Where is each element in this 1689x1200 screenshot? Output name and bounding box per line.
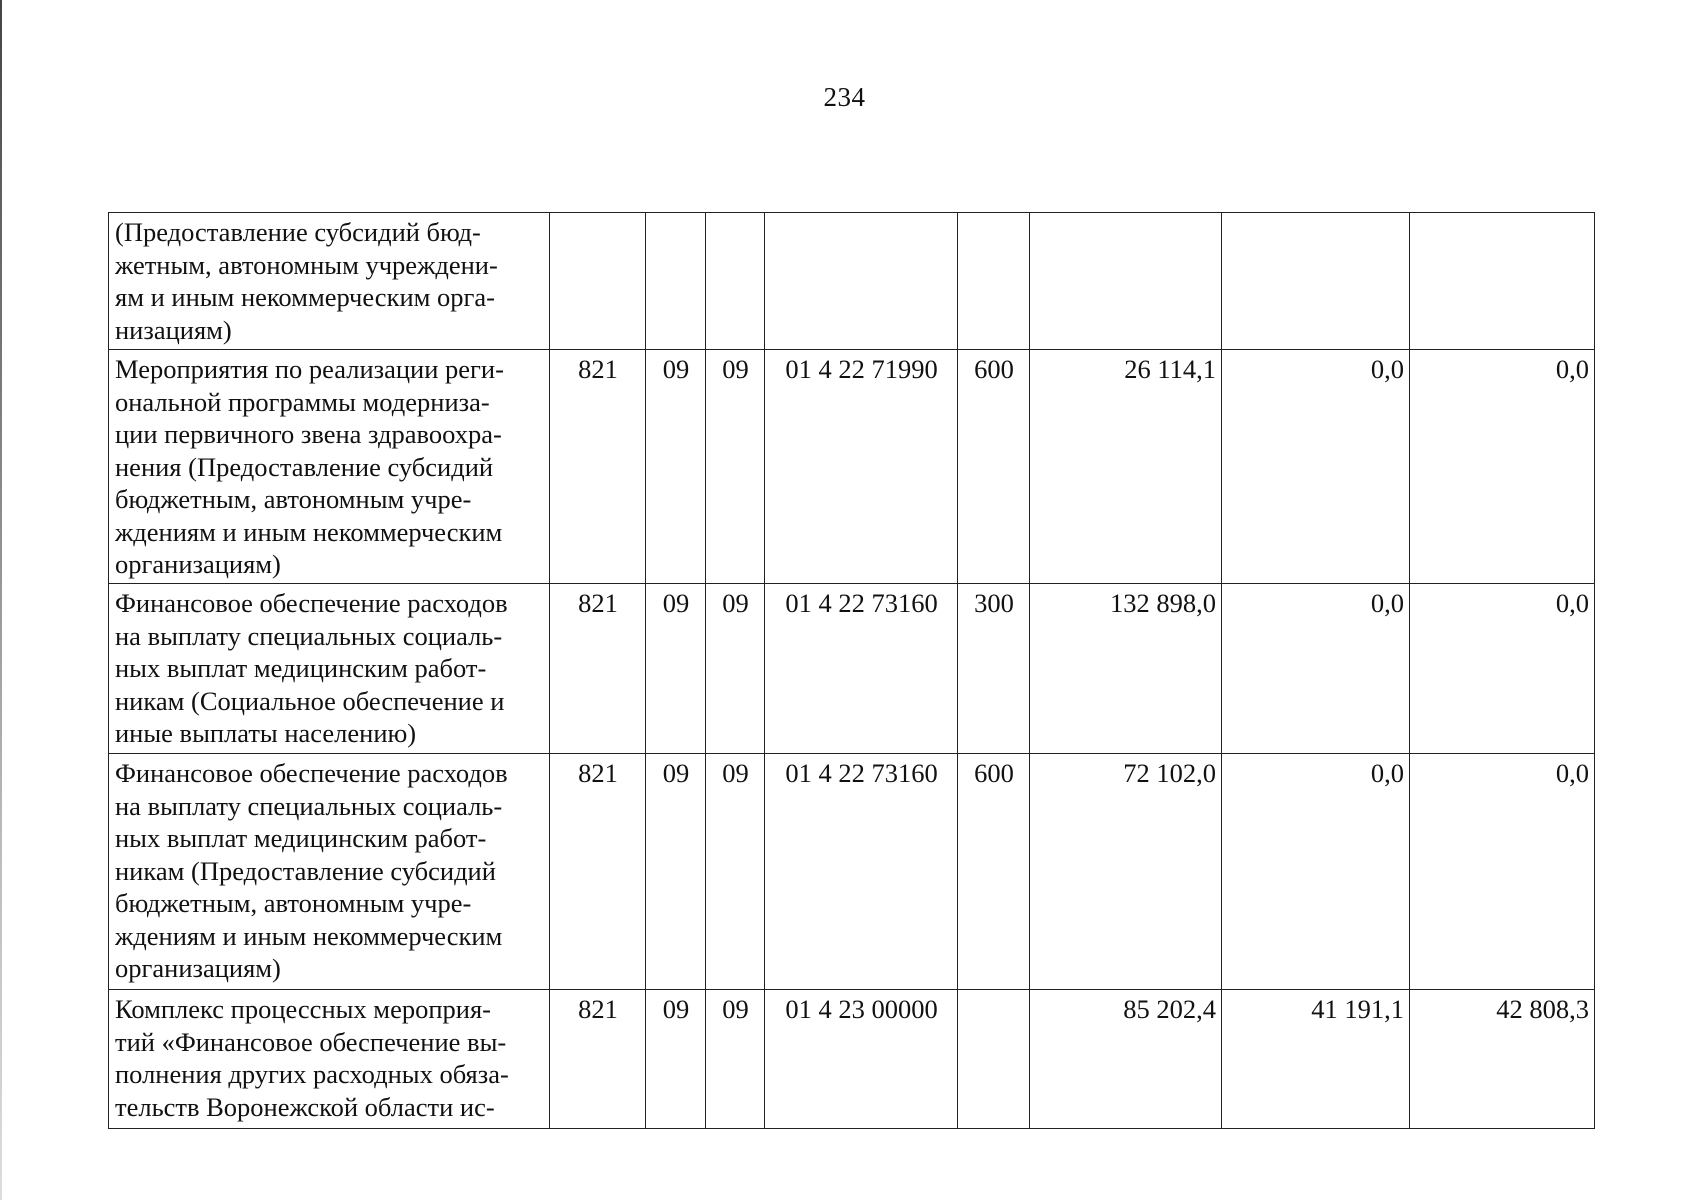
description-line: ональной программы модерниза- bbox=[115, 386, 490, 417]
table-row bbox=[109, 213, 1595, 350]
row-description bbox=[109, 350, 550, 584]
subsection-code bbox=[706, 213, 765, 350]
description-line: ждениям и иным некоммерческим bbox=[115, 516, 503, 547]
description-line: ям и иным некоммерческим орга- bbox=[115, 282, 495, 312]
amount-year-1: 132 898,0 bbox=[1030, 584, 1222, 754]
amount-year-3: 0,0 bbox=[1410, 584, 1595, 754]
section-code: 09 bbox=[646, 350, 706, 584]
description-line: бюджетным, автономным учре- bbox=[115, 484, 472, 514]
target-article-code: 01 4 22 73160 bbox=[765, 754, 958, 990]
table-row bbox=[109, 584, 1595, 754]
subsection-code: 09 bbox=[706, 584, 765, 754]
amount-year-3: 0,0 bbox=[1410, 754, 1595, 990]
section-code: 09 bbox=[646, 754, 706, 990]
description-line: низациям) bbox=[115, 314, 232, 345]
amount-year-2: 0,0 bbox=[1222, 584, 1410, 754]
expense-type-code: 600 bbox=[958, 754, 1030, 990]
description-line: тельств Воронежской области ис- bbox=[115, 1091, 495, 1122]
ministry-code: 821 bbox=[550, 584, 646, 754]
description-line: бюджетным, автономным учре- bbox=[115, 888, 472, 918]
expense-type-code: 300 bbox=[958, 584, 1030, 754]
description-line: организациям) bbox=[115, 953, 281, 983]
target-article-code: 01 4 23 00000 bbox=[765, 990, 958, 1129]
description-line: Финансовое обеспечение расходов bbox=[115, 588, 508, 618]
row-description bbox=[109, 584, 550, 754]
description-line: нения (Предоставление субсидий bbox=[115, 451, 494, 482]
ministry-code: 821 bbox=[550, 990, 646, 1129]
subsection-code: 09 bbox=[706, 350, 765, 584]
amount-year-1: 26 114,1 bbox=[1030, 350, 1222, 584]
description-line: Финансовое обеспечение расходов bbox=[115, 758, 508, 788]
description-line: иные выплаты населению) bbox=[115, 718, 417, 748]
description-line: полнения других расходных обяза- bbox=[115, 1059, 509, 1089]
budget-table bbox=[108, 212, 1595, 1129]
amount-year-2: 0,0 bbox=[1222, 754, 1410, 990]
ministry-code bbox=[550, 213, 646, 350]
expense-type-code: 600 bbox=[958, 350, 1030, 584]
description-line: Мероприятия по реализации реги- bbox=[115, 354, 504, 384]
target-article-code: 01 4 22 71990 bbox=[765, 350, 958, 584]
expense-type-code bbox=[958, 213, 1030, 350]
description-line: никам (Социальное обеспечение и bbox=[115, 685, 505, 716]
subsection-code: 09 bbox=[706, 990, 765, 1129]
amount-year-2: 0,0 bbox=[1222, 350, 1410, 584]
row-description bbox=[109, 754, 550, 990]
section-code bbox=[646, 213, 706, 350]
amount-year-3 bbox=[1410, 213, 1595, 350]
description-line: ции первичного звена здравоохра- bbox=[115, 419, 502, 449]
amount-year-3: 0,0 bbox=[1410, 350, 1595, 584]
amount-year-2 bbox=[1222, 213, 1410, 350]
description-line: ных выплат медицинским работ- bbox=[115, 823, 487, 853]
row-description bbox=[109, 213, 550, 350]
description-line: Комплекс процессных мероприя- bbox=[115, 994, 491, 1024]
table-row bbox=[109, 990, 1595, 1129]
amount-year-1: 85 202,4 bbox=[1030, 990, 1222, 1129]
ministry-code: 821 bbox=[550, 754, 646, 990]
table-row bbox=[109, 754, 1595, 990]
target-article-code bbox=[765, 213, 958, 350]
description-line: никам (Предоставление субсидий bbox=[115, 855, 496, 886]
description-line: организациям) bbox=[115, 549, 281, 579]
description-line: тий «Финансовое обеспечение вы- bbox=[115, 1026, 507, 1057]
description-line: на выплату специальных социаль- bbox=[115, 620, 503, 651]
subsection-code: 09 bbox=[706, 754, 765, 990]
amount-year-1 bbox=[1030, 213, 1222, 350]
ministry-code: 821 bbox=[550, 350, 646, 584]
row-description bbox=[109, 990, 550, 1129]
description-line: ных выплат медицинским работ- bbox=[115, 653, 487, 683]
amount-year-1: 72 102,0 bbox=[1030, 754, 1222, 990]
description-line: на выплату специальных социаль- bbox=[115, 790, 503, 821]
amount-year-3: 42 808,3 bbox=[1410, 990, 1595, 1129]
description-line: ждениям и иным некоммерческим bbox=[115, 920, 503, 951]
target-article-code: 01 4 22 73160 bbox=[765, 584, 958, 754]
description-line: (Предоставление субсидий бюд- bbox=[115, 217, 481, 247]
expense-type-code bbox=[958, 990, 1030, 1129]
scan-edge-shadow bbox=[0, 0, 2, 1200]
page-number: 234 bbox=[823, 82, 866, 112]
section-code: 09 bbox=[646, 990, 706, 1129]
section-code: 09 bbox=[646, 584, 706, 754]
amount-year-2: 41 191,1 bbox=[1222, 990, 1410, 1129]
table-row bbox=[109, 350, 1595, 584]
description-line: жетным, автономным учреждени- bbox=[115, 249, 498, 280]
